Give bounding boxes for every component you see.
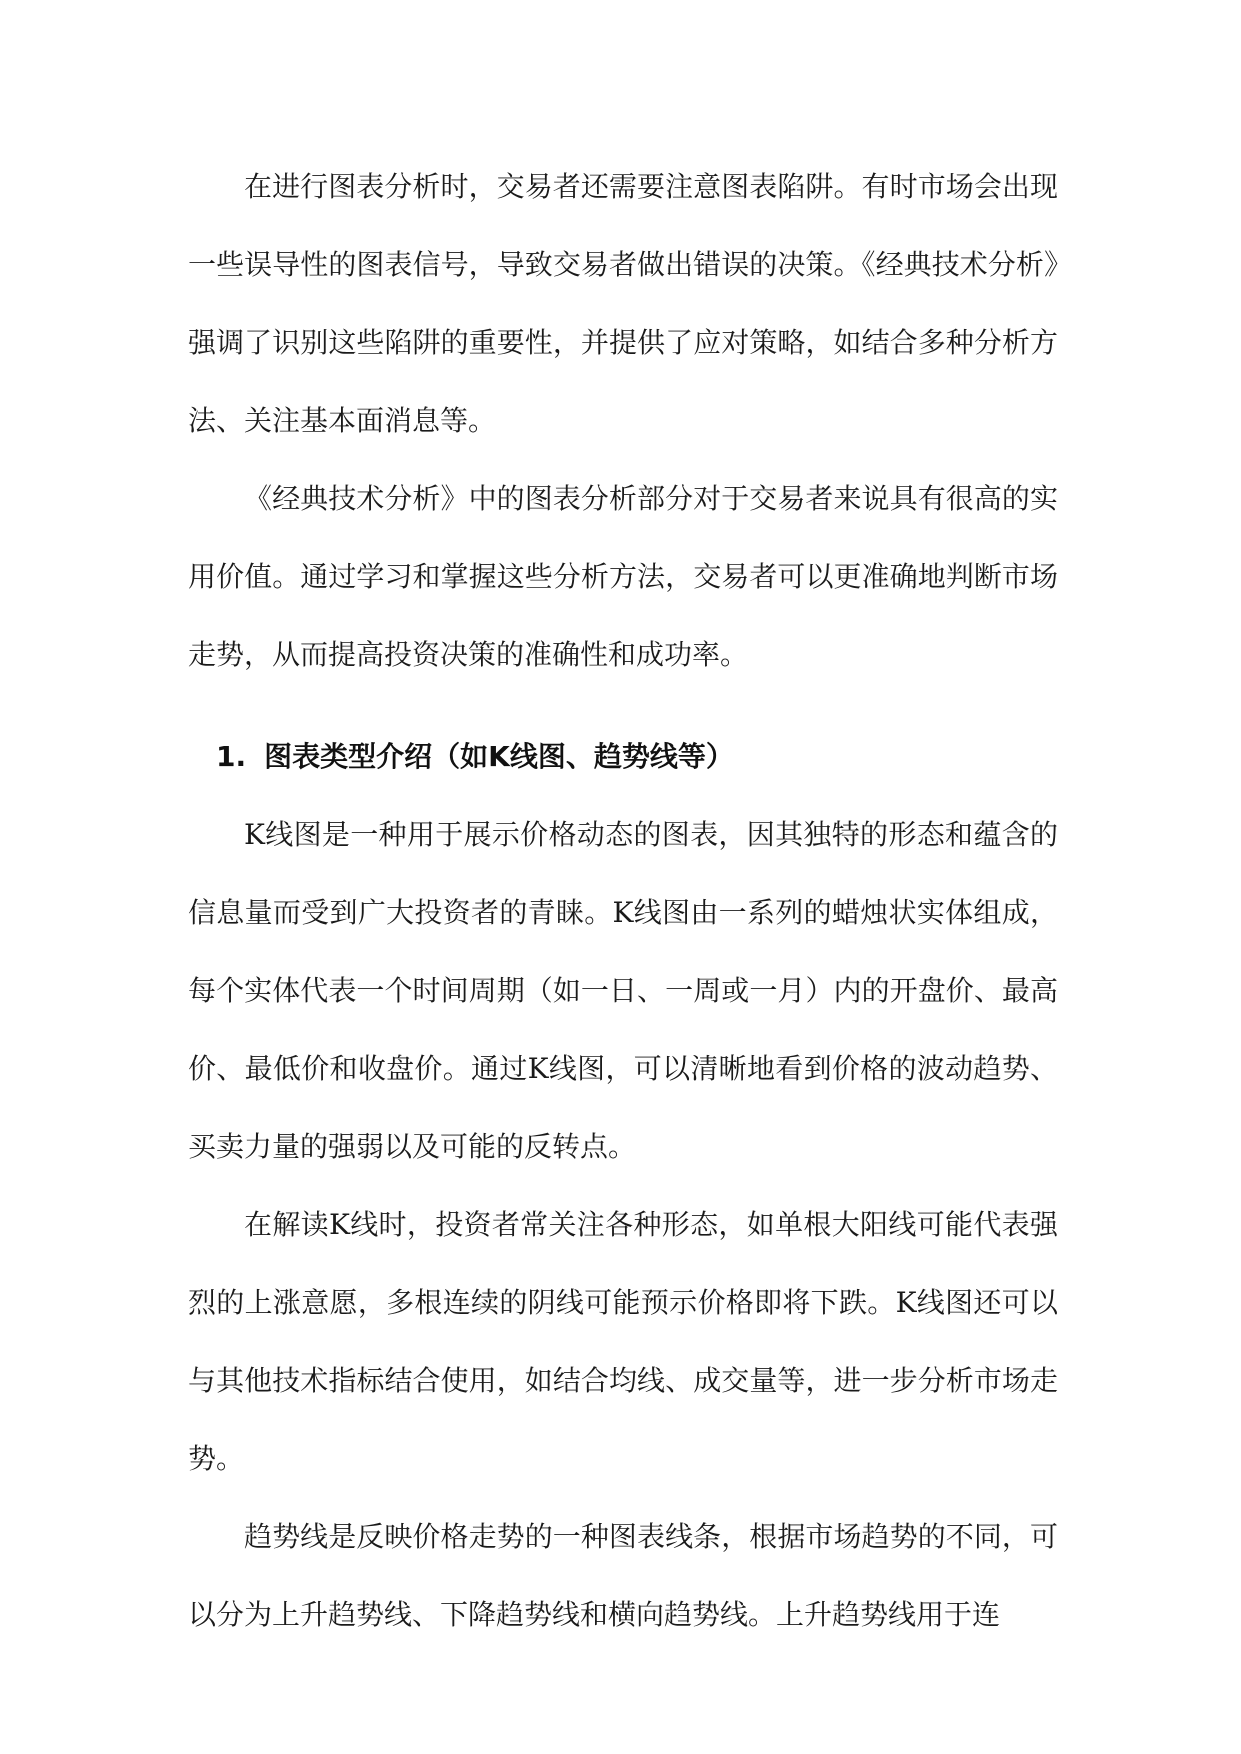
section-title: 图表类型介绍（如K线图、趋势线等）	[264, 740, 734, 773]
section-heading	[188, 718, 1058, 796]
paragraph-trend-line: 趋势线是反映价格走势的一种图表线条，根据市场趋势的不同，可以分为上升趋势线、下降趋势线和横向趋势线。上升趋势线用于连	[188, 1520, 1058, 1631]
section-number: 1.	[216, 740, 247, 773]
paragraph-practical-value: 《经典技术分析》中的图表分析部分对于交易者来说具有很高的实用价值。通过学习和掌握这些分析方法，交易者可以更准确地判断市场走势，从而提高投资决策的准确性和成功率。	[188, 482, 1058, 671]
document-body	[188, 148, 1058, 1654]
paragraph-k-line-reading: 在解读K线时，投资者常关注各种形态，如单根大阳线可能代表强烈的上涨意愿，多根连续的阴线可能预示价格即将下跌。K线图还可以与其他技术指标结合使用，如结合均线、成交量等，进一步分析市场走势。	[188, 1208, 1058, 1475]
paragraph-chart-traps: 在进行图表分析时，交易者还需要注意图表陷阱。有时市场会出现一些误导性的图表信号，导致交易者做出错误的决策。《经典技术分析》强调了识别这些陷阱的重要性，并提供了应对策略，如结合多种分析方法、关注基本面消息等。	[188, 170, 1058, 437]
paragraph-k-line-intro: K线图是一种用于展示价格动态的图表，因其独特的形态和蕴含的信息量而受到广大投资者的青睐。K线图由一系列的蜡烛状实体组成，每个实体代表一个时间周期（如一日、一周或一月）内的开盘价、最高价、最低价和收盘价。通过K线图，可以清晰地看到价格的波动趋势、买卖力量的强弱以及可能的反转点。	[188, 818, 1058, 1163]
